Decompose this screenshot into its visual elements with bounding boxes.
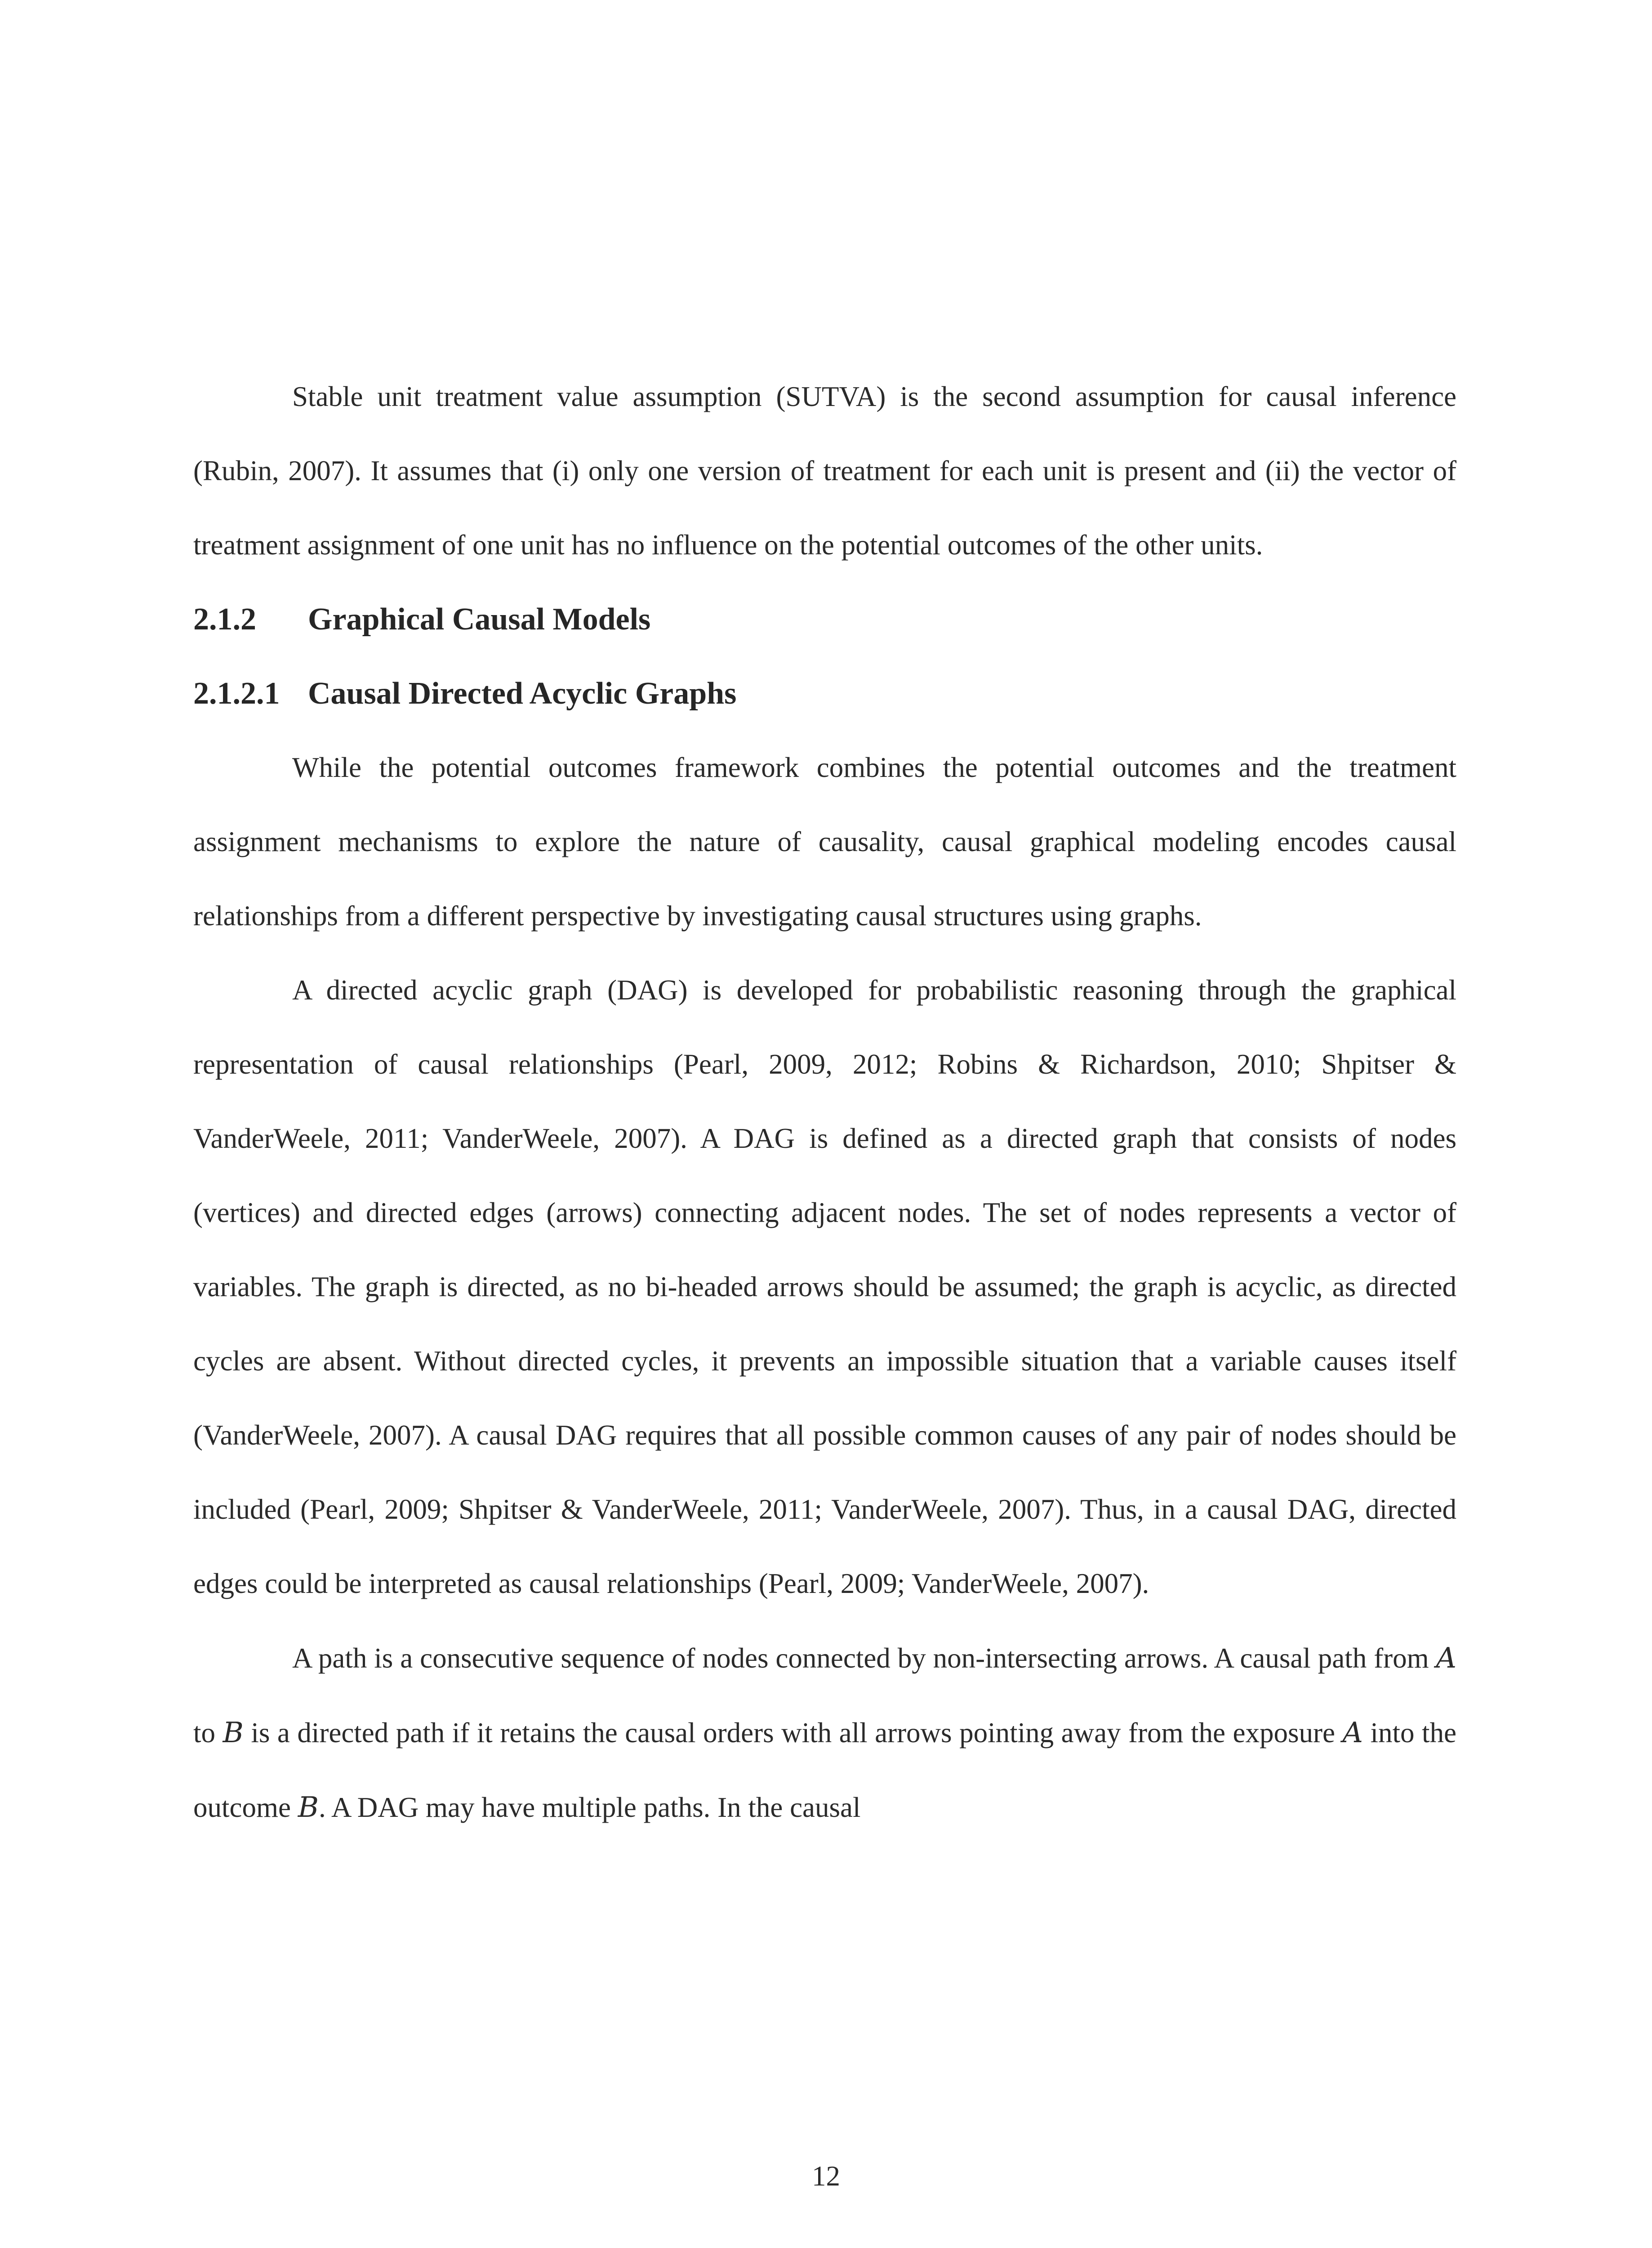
paragraph-dag-definition: A directed acyclic graph (DAG) is developed for probabilistic reasoning through the graphical representation of causal relationships (Pearl, 2009, 2012; Robins & Richardson, 2010; Shpitser & VanderWeele, 2011; VanderWeele, 2007). A DAG is defined as a directed graph that consists of nodes (vertices) and directed edges (arrows) connecting adjacent nodes. The set of nodes represents a vector of variables. The graph is directed, as no bi-headed arrows should be assumed; the graph is acyclic, as directed cycles are absent. Without directed cycles, it prevents an impossible situation that a variable causes itself (VanderWeele, 2007). A causal DAG requires that all possible common causes of any pair of nodes should be included (Pearl, 2009; Shpitser & VanderWeele, 2011; VanderWeele, 2007). Thus, in a causal DAG, directed edges could be interpreted as causal relationships (Pearl, 2009; VanderWeele, 2007).: [193, 974, 1456, 1599]
math-variable-b: B: [223, 1716, 244, 1749]
text-run: is a directed path if it retains the causal orders with all arrows pointing away from the exposure: [243, 1717, 1343, 1748]
text-run: A path is a consecutive sequence of nodes connected by non-intersecting arrows. A causal path from: [292, 1642, 1436, 1674]
math-variable-b: B: [298, 1791, 319, 1824]
paragraph-causal-path: [193, 1621, 1456, 1845]
page-number: 12: [812, 2160, 840, 2192]
subsection-number: 2.1.2.1: [193, 676, 280, 711]
text-run: into the outcome: [193, 1717, 1456, 1823]
paragraph-graphical-modeling: While the potential outcomes framework combines the potential outcomes and the treatment assignment mechanisms to explore the nature of causality, causal graphical modeling encodes causal relationships from a different perspective by investigating causal structures using graphs.: [193, 752, 1456, 932]
section-heading-2-1-2-1: [193, 656, 1456, 731]
paragraph-sutva: Stable unit treatment value assumption (SUTVA) is the second assumption for causal inference (Rubin, 2007). It assumes that (i) only one version of treatment for each unit is present and (ii) the vector of treatment assignment of one unit has no influence on the potential outcomes of the other units.: [193, 381, 1456, 561]
page-body: [193, 360, 1456, 1845]
text-run: . A DAG may have multiple paths. In the causal: [318, 1792, 861, 1823]
text-run: to: [193, 1717, 223, 1748]
subsection-title: Causal Directed Acyclic Graphs: [308, 676, 737, 711]
math-variable-a: A: [1436, 1641, 1456, 1674]
math-variable-a: A: [1342, 1716, 1363, 1749]
section-title: Graphical Causal Models: [308, 602, 651, 637]
section-number: 2.1.2: [193, 602, 256, 637]
section-heading-2-1-2: [193, 582, 1456, 656]
